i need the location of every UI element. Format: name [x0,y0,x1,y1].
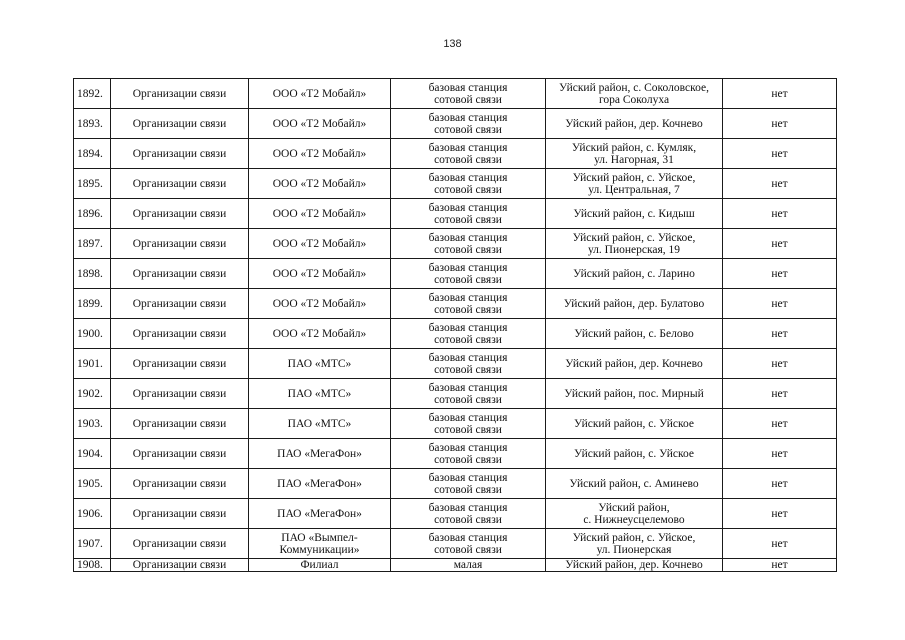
row-number-cell: 1894. [74,139,111,169]
category-cell: Организации связи [111,529,249,559]
table-row [74,529,837,559]
address-line: Уйский район, дер. Булатово [563,297,705,310]
address-line: Уйский район, с. Кидыш [573,207,695,220]
object-type-cell [391,529,546,559]
address-cell [546,289,723,319]
object-type-cell [391,289,546,319]
address-line: Уйский район, [598,501,670,514]
object-type-cell [391,199,546,229]
page-number: 138 [443,38,462,50]
organization-line: Филиал [300,559,339,571]
object-type-line: базовая станция [428,231,508,244]
category-cell: Организации связи [111,379,249,409]
object-type-line: сотовой связи [434,423,502,436]
address-line: Уйский район, с. Уйское [574,447,694,460]
status-cell: нет [723,529,837,559]
category-cell: Организации связи [111,259,249,289]
organization-line: ООО «Т2 Мобайл» [272,207,367,220]
status-cell: нет [723,109,837,139]
object-type-cell [391,379,546,409]
organization-cell [249,559,391,572]
organization-line: Коммуникации» [279,543,360,556]
organization-cell [249,529,391,559]
address-line: Уйский район, дер. Кочнево [565,559,703,571]
object-type-line: базовая станция [428,471,508,484]
table-row [74,499,837,529]
address-cell [546,319,723,349]
status-cell: нет [723,169,837,199]
object-type-cell [391,139,546,169]
table-row [74,169,837,199]
object-type-line: сотовой связи [434,543,502,556]
object-type-cell [391,559,546,572]
object-type-line: сотовой связи [434,483,502,496]
object-type-line: базовая станция [428,381,508,394]
object-type-line: базовая станция [428,531,508,544]
address-line: Уйский район, с. Уйское, [572,531,696,544]
object-type-line: сотовой связи [434,453,502,466]
address-line: Уйский район, дер. Кочнево [565,117,703,130]
address-line: ул. Пионерская, 19 [587,243,681,256]
status-cell: нет [723,319,837,349]
organization-line: ООО «Т2 Мобайл» [272,327,367,340]
object-type-line: малая [453,559,483,571]
organization-cell [249,199,391,229]
object-type-line: сотовой связи [434,123,502,136]
category-cell: Организации связи [111,499,249,529]
address-cell [546,469,723,499]
object-type-cell [391,439,546,469]
address-line: Уйский район, с. Белово [574,327,694,340]
object-type-line: базовая станция [428,261,508,274]
table-row [74,559,837,572]
address-line: гора Соколуха [598,93,670,106]
organization-line: ПАО «МТС» [287,417,352,430]
object-type-line: базовая станция [428,201,508,214]
object-type-line: сотовой связи [434,333,502,346]
object-type-line: сотовой связи [434,363,502,376]
row-number-cell: 1902. [74,379,111,409]
organization-cell [249,469,391,499]
category-cell: Организации связи [111,319,249,349]
address-cell [546,559,723,572]
table-row [74,289,837,319]
category-cell: Организации связи [111,109,249,139]
table-row [74,109,837,139]
status-cell: нет [723,139,837,169]
row-number-cell: 1900. [74,319,111,349]
category-cell: Организации связи [111,289,249,319]
status-cell: нет [723,229,837,259]
object-type-line: базовая станция [428,321,508,334]
row-number-cell: 1895. [74,169,111,199]
organization-line: ПАО «МТС» [287,387,352,400]
table-row [74,229,837,259]
table-row [74,199,837,229]
address-cell [546,139,723,169]
registry-table [73,78,837,572]
object-type-line: базовая станция [428,351,508,364]
status-cell: нет [723,559,837,572]
table-row [74,259,837,289]
object-type-line: базовая станция [428,501,508,514]
address-cell [546,529,723,559]
status-cell: нет [723,439,837,469]
row-number-cell: 1899. [74,289,111,319]
object-type-cell [391,229,546,259]
object-type-cell [391,349,546,379]
organization-line: ПАО «МегаФон» [277,447,362,460]
address-cell [546,409,723,439]
category-cell: Организации связи [111,349,249,379]
organization-cell [249,379,391,409]
address-cell [546,79,723,109]
address-line: Уйский район, с. Уйское, [572,171,696,184]
object-type-line: базовая станция [428,441,508,454]
organization-cell [249,409,391,439]
status-cell: нет [723,409,837,439]
object-type-line: базовая станция [428,111,508,124]
object-type-cell [391,319,546,349]
table-row [74,409,837,439]
organization-cell [249,289,391,319]
row-number-cell: 1892. [74,79,111,109]
category-cell: Организации связи [111,559,249,572]
address-line: Уйский район, с. Ларино [573,267,695,280]
organization-cell [249,319,391,349]
category-cell: Организации связи [111,409,249,439]
object-type-cell [391,499,546,529]
address-cell [546,109,723,139]
object-type-cell [391,79,546,109]
organization-cell [249,79,391,109]
object-type-cell [391,469,546,499]
object-type-line: сотовой связи [434,243,502,256]
address-cell [546,379,723,409]
status-cell: нет [723,199,837,229]
address-line: Уйский район, с. Уйское, [572,231,696,244]
object-type-line: сотовой связи [434,213,502,226]
row-number-cell: 1897. [74,229,111,259]
status-cell: нет [723,259,837,289]
organization-line: ООО «Т2 Мобайл» [272,117,367,130]
object-type-line: базовая станция [428,411,508,424]
status-cell: нет [723,289,837,319]
address-line: Уйский район, с. Уйское [574,417,694,430]
organization-line: ООО «Т2 Мобайл» [272,87,367,100]
address-cell [546,199,723,229]
organization-line: ООО «Т2 Мобайл» [272,147,367,160]
organization-cell [249,499,391,529]
organization-cell [249,169,391,199]
table-row [74,379,837,409]
address-line: Уйский район, с. Аминево [569,477,699,490]
registry-table-body [74,79,837,572]
object-type-cell [391,259,546,289]
address-line: Уйский район, дер. Кочнево [565,357,703,370]
address-cell [546,259,723,289]
address-cell [546,439,723,469]
object-type-line: сотовой связи [434,393,502,406]
row-number-cell: 1893. [74,109,111,139]
status-cell: нет [723,379,837,409]
organization-cell [249,229,391,259]
organization-line: ПАО «МегаФон» [277,507,362,520]
address-cell [546,349,723,379]
organization-line: ПАО «МТС» [287,357,352,370]
row-number-cell: 1896. [74,199,111,229]
address-line: ул. Пионерская [596,543,672,556]
object-type-cell [391,409,546,439]
table-row [74,439,837,469]
organization-line: ООО «Т2 Мобайл» [272,237,367,250]
address-line: Уйский район, с. Кумляк, [571,141,697,154]
organization-cell [249,139,391,169]
object-type-line: сотовой связи [434,513,502,526]
category-cell: Организации связи [111,229,249,259]
object-type-line: сотовой связи [434,183,502,196]
status-cell: нет [723,79,837,109]
table-row [74,319,837,349]
category-cell: Организации связи [111,469,249,499]
organization-line: ООО «Т2 Мобайл» [272,267,367,280]
status-cell: нет [723,469,837,499]
table-row [74,79,837,109]
address-line: Уйский район, пос. Мирный [564,387,704,400]
category-cell: Организации связи [111,79,249,109]
category-cell: Организации связи [111,169,249,199]
organization-line: ПАО «Вымпел- [281,531,358,544]
row-number-cell: 1908. [74,559,111,572]
row-number-cell: 1905. [74,469,111,499]
organization-line: ООО «Т2 Мобайл» [272,297,367,310]
object-type-cell [391,109,546,139]
object-type-line: базовая станция [428,141,508,154]
object-type-line: базовая станция [428,81,508,94]
address-line: ул. Нагорная, 31 [594,153,674,166]
object-type-line: базовая станция [428,171,508,184]
status-cell: нет [723,499,837,529]
table-row [74,349,837,379]
object-type-line: сотовой связи [434,303,502,316]
object-type-line: базовая станция [428,291,508,304]
object-type-line: сотовой связи [434,273,502,286]
row-number-cell: 1904. [74,439,111,469]
organization-cell [249,349,391,379]
address-cell [546,169,723,199]
row-number-cell: 1907. [74,529,111,559]
organization-line: ООО «Т2 Мобайл» [272,177,367,190]
row-number-cell: 1901. [74,349,111,379]
address-cell [546,229,723,259]
organization-cell [249,439,391,469]
table-row [74,139,837,169]
address-line: Уйский район, с. Соколовское, [559,81,709,94]
organization-cell [249,109,391,139]
category-cell: Организации связи [111,199,249,229]
category-cell: Организации связи [111,139,249,169]
organization-cell [249,259,391,289]
row-number-cell: 1903. [74,409,111,439]
organization-line: ПАО «МегаФон» [277,477,362,490]
table-row [74,469,837,499]
address-line: ул. Центральная, 7 [588,183,680,196]
category-cell: Организации связи [111,439,249,469]
address-cell [546,499,723,529]
address-line: с. Нижнеусцелемово [583,513,685,526]
object-type-line: сотовой связи [434,153,502,166]
status-cell: нет [723,349,837,379]
object-type-line: сотовой связи [434,93,502,106]
object-type-cell [391,169,546,199]
row-number-cell: 1898. [74,259,111,289]
row-number-cell: 1906. [74,499,111,529]
